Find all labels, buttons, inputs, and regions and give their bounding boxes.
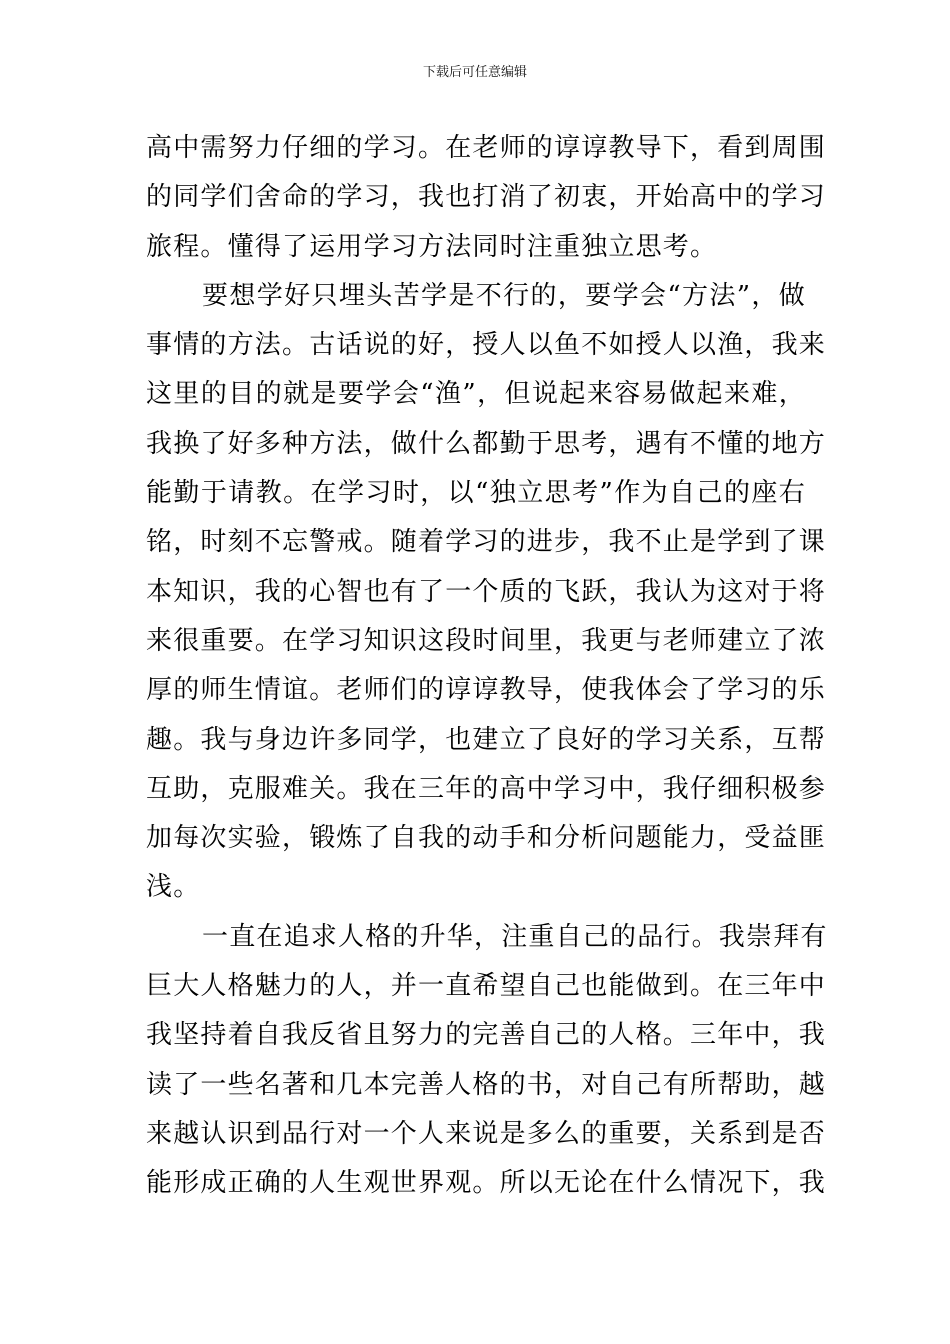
text-line: 旅程。懂得了运用学习方法同时注重独立思考。 — [146, 231, 718, 262]
paragraph-start-line: 要想学好只埋头苦学是不行的，要学会“方法”，做 — [202, 280, 806, 311]
text-line: 浅。 — [146, 872, 201, 903]
text-line: 能形成正确的人生观世界观。所以无论在什么情况下，我 — [146, 1168, 827, 1199]
text-line: 巨大人格魅力的人，并一直希望自己也能做到。在三年中 — [146, 971, 827, 1002]
text-line: 来越认识到品行对一个人来说是多么的重要，关系到是否 — [146, 1118, 827, 1149]
text-line: 本知识，我的心智也有了一个质的飞跃，我认为这对于将 — [146, 576, 827, 607]
text-line: 厚的师生情谊。老师们的谆谆教导，使我体会了学习的乐 — [146, 675, 827, 706]
text-line: 这里的目的就是要学会“渔”，但说起来容易做起来难， — [146, 379, 806, 410]
body-text — [146, 124, 828, 1209]
page-header: 下载后可任意编辑 — [422, 65, 527, 80]
text-line: 的同学们舍命的学习，我也打消了初衷，开始高中的学习 — [146, 182, 827, 213]
text-line: 高中需努力仔细的学习。在老师的谆谆教导下，看到周围 — [146, 133, 827, 163]
text-line: 来很重要。在学习知识这段时间里，我更与老师建立了浓 — [146, 625, 827, 656]
text-line: 加每次实验，锻炼了自我的动手和分析问题能力，受益匪 — [146, 823, 827, 854]
text-line: 铭，时刻不忘警戒。随着学习的进步，我不止是学到了课 — [146, 527, 827, 558]
text-line: 读了一些名著和几本完善人格的书，对自己有所帮助，越 — [146, 1069, 827, 1100]
paragraph-start-line: 一直在追求人格的升华，注重自己的品行。我崇拜有 — [202, 921, 828, 952]
text-line: 我换了好多种方法，做什么都勤于思考，遇有不懂的地方 — [146, 428, 827, 459]
text-line: 趣。我与身边许多同学，也建立了良好的学习关系，互帮 — [146, 724, 827, 755]
text-line: 互助，克服难关。我在三年的高中学习中，我仔细积极参 — [146, 773, 827, 804]
text-line: 能勤于请教。在学习时，以“独立思考”作为自己的座右 — [146, 478, 806, 509]
text-line: 我坚持着自我反省且努力的完善自己的人格。三年中，我 — [146, 1020, 827, 1051]
text-line: 事情的方法。古话说的好，授人以鱼不如授人以渔，我来 — [146, 330, 827, 361]
